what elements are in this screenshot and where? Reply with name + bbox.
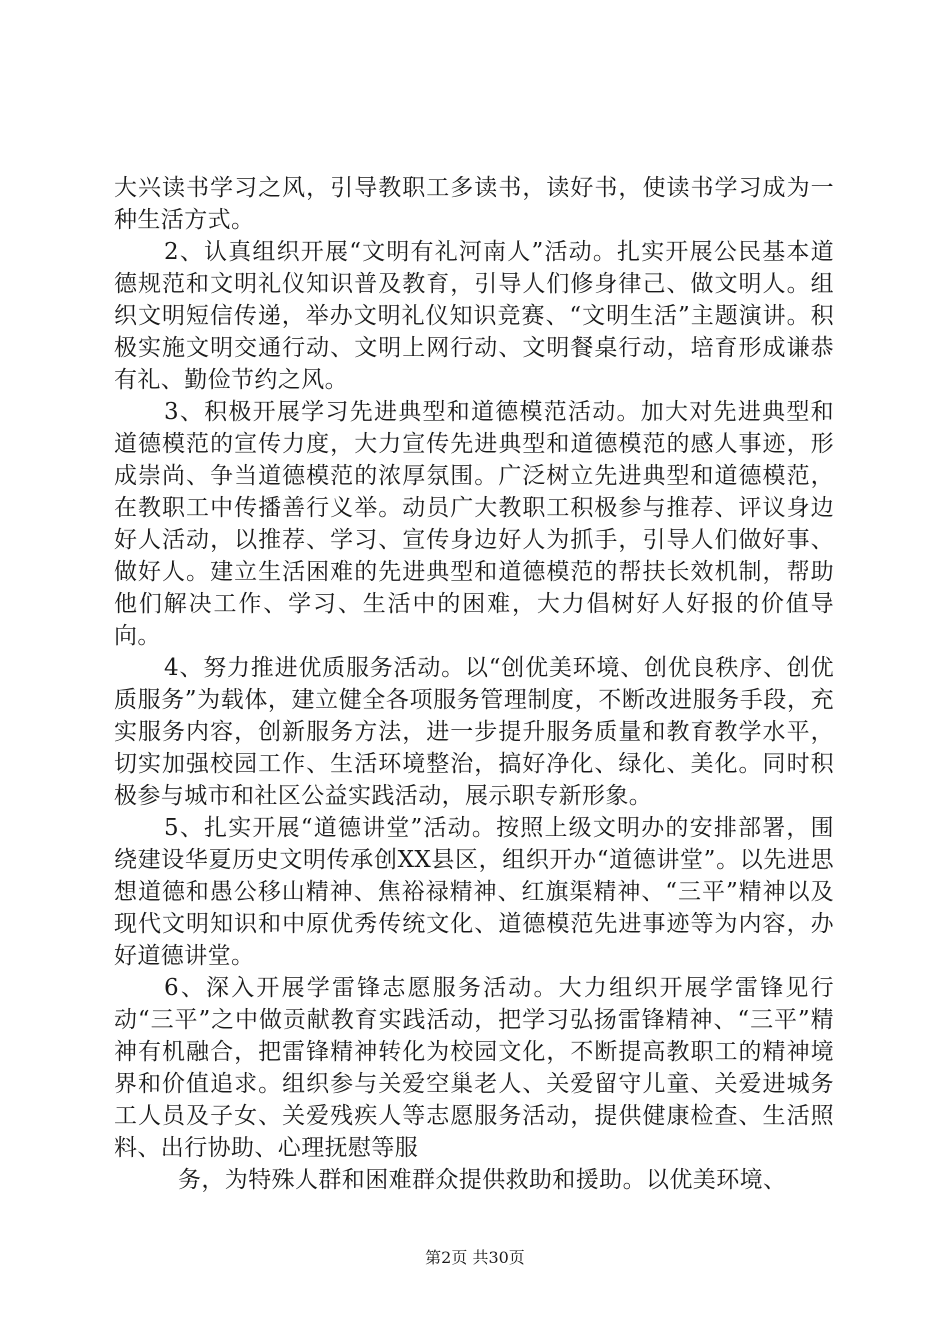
paragraph-item-6-tail: 务，为特殊人群和困难群众提供救助和援助。以优美环境、 [178,1167,787,1193]
page-number: 第2页 共30页 [425,1248,525,1267]
paragraph-item-6: 6、深入开展学雷锋志愿服务活动。大力组织开展学雷锋见行动“三平”之中做贡献教育实践活动，把学习弘扬雷锋精神、“三平”精神有机融合，把雷锋精神转化为校园文化，不断提高教职工的精神境界和价值追求。组织参与关爱空巢老人、关爱留守儿童、关爱进城务工人员及子女、关爱残疾人等志愿服务活动，提供健康检查、生活照料、出行协助、心理抚慰等服 [114,975,834,1161]
paragraph-item-4: 4、努力推进优质服务活动。以“创优美环境、创优良秩序、创优质服务”为载体，建立健全各项服务管理制度，不断改进服务手段，充实服务内容，创新服务方法，进一步提升服务质量和教育教学水平，切实加强校园工作、生活环境整治，搞好净化、绿化、美化。同时积极参与城市和社区公益实践活动，展示职专新形象。 [114,655,834,809]
paragraph-item-3: 3、积极开展学习先进典型和道德模范活动。加大对先进典型和道德模范的宣传力度，大力宣传先进典型和道德模范的感人事迹，形成崇尚、争当道德模范的浓厚氛围。广泛树立先进典型和道德模范，在教职工中传播善行义举。动员广大教职工积极参与推荐、评议身边好人活动，以推荐、学习、宣传身边好人为抓手，引导人们做好事、做好人。建立生活困难的先进典型和道德模范的帮扶长效机制，帮助他们解决工作、学习、生活中的困难，大力倡树好人好报的价值导向。 [114,399,834,649]
paragraph-item-2: 2、认真组织开展“文明有礼河南人”活动。扎实开展公民基本道德规范和文明礼仪知识普及教育，引导人们修身律己、做文明人。组织文明短信传递，举办文明礼仪知识竞赛、“文明生活”主题演讲。积极实施文明交通行动、文明上网行动、文明餐桌行动，培育形成谦恭有礼、勤俭节约之风。 [114,239,834,393]
paragraph-item-5: 5、扎实开展“道德讲堂”活动。按照上级文明办的安排部署，围绕建设华夏历史文明传承创XX县区，组织开办“道德讲堂”。以先进思想道德和愚公移山精神、焦裕禄精神、红旗渠精神、“三平”精神以及现代文明知识和中原优秀传统文化、道德模范先进事迹等为内容，办好道德讲堂。 [114,815,834,969]
paragraph-continuation: 大兴读书学习之风，引导教职工多读书，读好书，使读书学习成为一种生活方式。 [114,175,834,233]
document-body [114,172,834,1196]
